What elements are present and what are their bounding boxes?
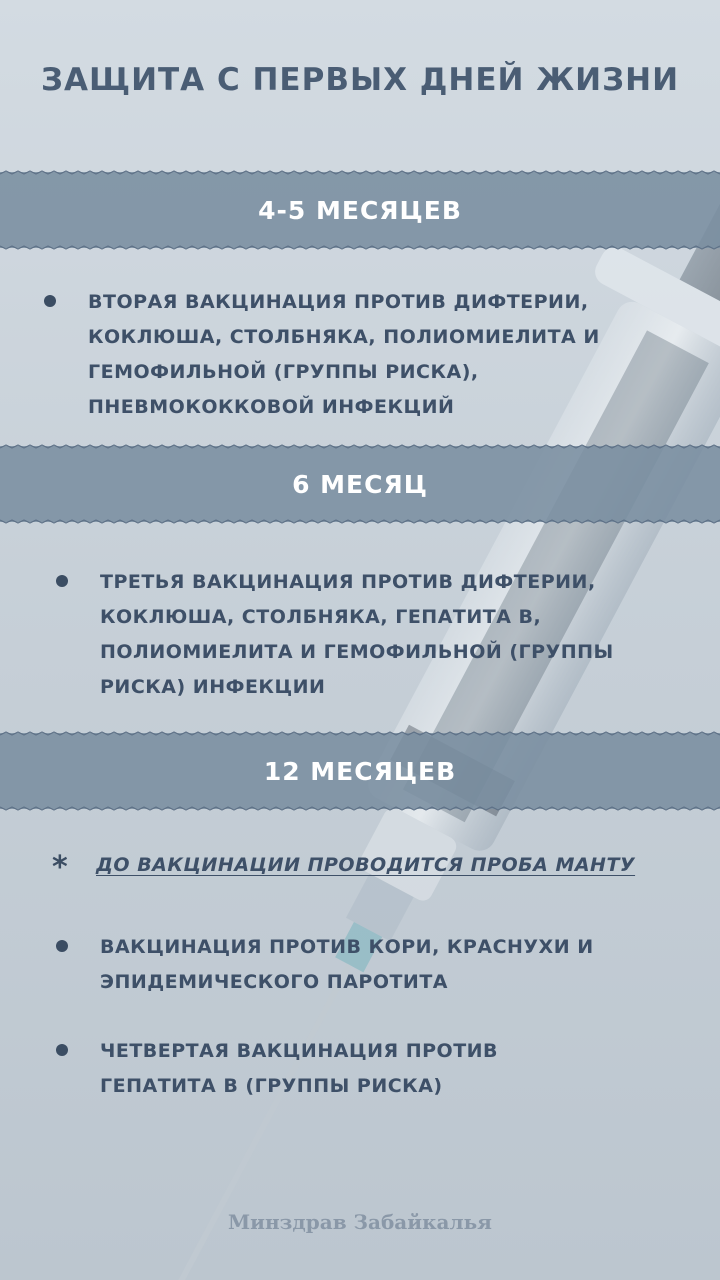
section-heading: 4-5 МЕСЯЦЕВ <box>258 195 462 225</box>
dot-icon <box>44 285 88 307</box>
asterisk-icon: * <box>52 850 68 885</box>
page-title: ЗАЩИТА С ПЕРВЫХ ДНЕЙ ЖИЗНИ <box>40 62 680 98</box>
section-header-4-5-months <box>0 172 720 248</box>
zigzag-border-icon <box>0 516 720 524</box>
list-item <box>44 285 624 425</box>
list-item <box>56 1034 556 1104</box>
section-header-6-months <box>0 446 720 522</box>
item-text: ДО ВАКЦИНАЦИИ ПРОВОДИТСЯ ПРОБА МАНТУ <box>96 854 636 876</box>
dot-icon <box>56 930 100 952</box>
list-item <box>56 565 636 705</box>
section-heading: 6 МЕСЯЦ <box>292 469 428 499</box>
list-item <box>56 930 636 1000</box>
item-text: ЧЕТВЕРТАЯ ВАКЦИНАЦИЯ ПРОТИВ ГЕПАТИТА В (ГРУППЫ РИСКА) <box>100 1040 499 1097</box>
section-heading: 12 МЕСЯЦЕВ <box>263 756 457 786</box>
zigzag-border-icon <box>0 444 720 452</box>
zigzag-border-icon <box>0 170 720 178</box>
zigzag-border-icon <box>0 242 720 250</box>
footer-credit: Минздрав Забайкалья <box>228 1210 492 1234</box>
item-text: ВТОРАЯ ВАКЦИНАЦИЯ ПРОТИВ ДИФТЕРИИ, КОКЛЮША, СТОЛБНЯКА, ПОЛИОМИЕЛИТА И ГЕМОФИЛЬНОЙ (ГРУППЫ РИСКА), ПНЕВМОКОККОВОЙ ИНФЕКЦИЙ <box>88 291 600 418</box>
list-item-note <box>52 848 692 883</box>
dot-icon <box>56 1034 100 1056</box>
item-text: ТРЕТЬЯ ВАКЦИНАЦИЯ ПРОТИВ ДИФТЕРИИ, КОКЛЮША, СТОЛБНЯКА, ГЕПАТИТА В, ПОЛИОМИЕЛИТА И ГЕМОФИЛЬНОЙ (ГРУППЫ РИСКА) ИНФЕКЦИИ <box>100 571 614 698</box>
zigzag-border-icon <box>0 731 720 739</box>
dot-icon <box>56 565 100 587</box>
section-header-12-months <box>0 733 720 809</box>
item-text: ВАКЦИНАЦИЯ ПРОТИВ КОРИ, КРАСНУХИ И ЭПИДЕМИЧЕСКОГО ПАРОТИТА <box>100 936 594 993</box>
zigzag-border-icon <box>0 803 720 811</box>
